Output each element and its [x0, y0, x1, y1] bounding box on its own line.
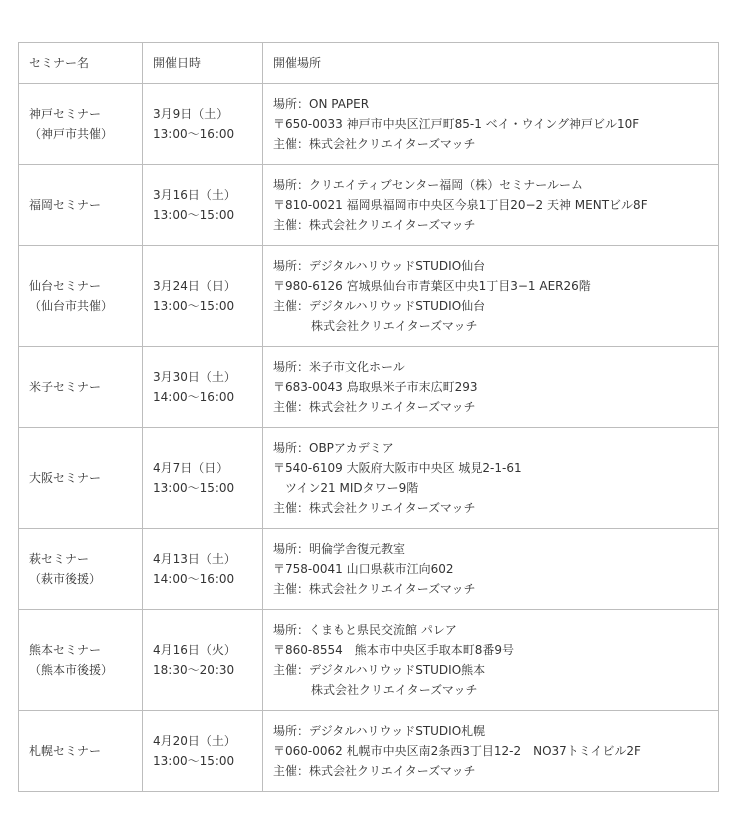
venue-place: 場所：クリエイティブセンター福岡（株）セミナールーム [273, 178, 583, 192]
seminar-date: 3月16日（土） [153, 188, 236, 202]
venue-cell [263, 610, 719, 711]
seminar-time: 13:00〜15:00 [153, 481, 235, 495]
table-row [19, 428, 719, 529]
seminar-cohost: （萩市後援） [29, 572, 102, 586]
seminar-name: 熊本セミナー [29, 643, 102, 657]
seminar-date: 4月7日（日） [153, 461, 229, 475]
seminar-name-cell [19, 246, 143, 347]
venue-organizer: 主催：株式会社クリエイターズマッチ [273, 218, 476, 232]
seminar-time: 14:00〜16:00 [153, 572, 235, 586]
venue-address: 〒758-0041 山口県萩市江向602 [273, 562, 454, 576]
venue-place: 場所：ON PAPER [273, 97, 370, 111]
venue-address: 〒540-6109 大阪府大阪市中央区 城見2-1-61 [273, 461, 522, 475]
venue-organizer: 主催：株式会社クリエイターズマッチ [273, 582, 476, 596]
date-cell [143, 428, 263, 529]
venue-place: 場所：デジタルハリウッドSTUDIO札幌 [273, 724, 486, 738]
venue-address: 〒060-0062 札幌市中央区南2条西3丁目12-2 NO37トミイビル2F [273, 744, 641, 758]
seminar-time: 13:00〜16:00 [153, 127, 235, 141]
date-cell [143, 84, 263, 165]
seminar-name-cell [19, 529, 143, 610]
venue-organizer: 主催：株式会社クリエイターズマッチ [273, 137, 476, 151]
venue-organizer: 主催：株式会社クリエイターズマッチ [273, 764, 476, 778]
venue-cell [263, 529, 719, 610]
seminar-date: 4月20日（土） [153, 734, 236, 748]
venue-address-2: ツイン21 MIDタワー9階 [285, 481, 419, 495]
seminar-name-cell [19, 610, 143, 711]
seminar-name: 札幌セミナー [29, 744, 102, 758]
venue-cell [263, 428, 719, 529]
venue-place: 場所：デジタルハリウッドSTUDIO仙台 [273, 259, 486, 273]
venue-organizer: 主催：デジタルハリウッドSTUDIO仙台 [273, 299, 486, 313]
header-date: 開催日時 [143, 43, 263, 84]
seminar-name: 仙台セミナー [29, 279, 102, 293]
table-row [19, 84, 719, 165]
date-cell [143, 711, 263, 792]
venue-cell [263, 711, 719, 792]
seminar-cohost: （神戸市共催） [29, 127, 114, 141]
date-cell [143, 610, 263, 711]
seminar-time: 13:00〜15:00 [153, 208, 235, 222]
seminar-table-wrapper [18, 42, 718, 792]
table-row [19, 610, 719, 711]
venue-organizer: 主催：株式会社クリエイターズマッチ [273, 501, 476, 515]
seminar-date: 3月9日（土） [153, 107, 229, 121]
venue-address: 〒980-6126 宮城県仙台市青葉区中央1丁目3−1 AER26階 [273, 279, 591, 293]
seminar-cohost: （熊本市後援） [29, 663, 114, 677]
seminar-name: 神戸セミナー [29, 107, 102, 121]
date-cell [143, 165, 263, 246]
venue-cell [263, 84, 719, 165]
venue-organizer: 主催：デジタルハリウッドSTUDIO熊本 [273, 663, 486, 677]
table-row [19, 529, 719, 610]
table-row [19, 165, 719, 246]
seminar-time: 13:00〜15:00 [153, 299, 235, 313]
seminar-schedule-table [18, 42, 719, 792]
table-row [19, 711, 719, 792]
seminar-date: 3月24日（日） [153, 279, 236, 293]
seminar-name: 萩セミナー [29, 552, 90, 566]
date-cell [143, 246, 263, 347]
seminar-name: 福岡セミナー [29, 198, 102, 212]
seminar-date: 4月16日（火） [153, 643, 236, 657]
venue-organizer-2: 株式会社クリエイターズマッチ [311, 683, 478, 697]
seminar-date: 4月13日（土） [153, 552, 236, 566]
seminar-date: 3月30日（土） [153, 370, 236, 384]
venue-organizer: 主催：株式会社クリエイターズマッチ [273, 400, 476, 414]
seminar-time: 18:30〜20:30 [153, 663, 235, 677]
seminar-cohost: （仙台市共催） [29, 299, 114, 313]
venue-place: 場所：くまもと県民交流館 パレア [273, 623, 457, 637]
venue-cell [263, 246, 719, 347]
seminar-name-cell [19, 165, 143, 246]
venue-cell [263, 347, 719, 428]
venue-address: 〒810-0021 福岡県福岡市中央区今泉1丁目20−2 天神 MENTビル8F [273, 198, 648, 212]
seminar-name-cell [19, 347, 143, 428]
venue-place: 場所：米子市文化ホール [273, 360, 405, 374]
seminar-name-cell [19, 711, 143, 792]
table-row [19, 347, 719, 428]
venue-place: 場所：明倫学舎復元教室 [273, 542, 406, 556]
venue-place: 場所：OBPアカデミア [273, 441, 394, 455]
seminar-name: 米子セミナー [29, 380, 102, 394]
venue-cell [263, 165, 719, 246]
date-cell [143, 529, 263, 610]
seminar-name-cell [19, 84, 143, 165]
venue-organizer-2: 株式会社クリエイターズマッチ [311, 319, 478, 333]
date-cell [143, 347, 263, 428]
seminar-time: 13:00〜15:00 [153, 754, 235, 768]
header-venue: 開催場所 [263, 43, 719, 84]
seminar-name-cell [19, 428, 143, 529]
venue-address: 〒683-0043 鳥取県米子市末広町293 [273, 380, 478, 394]
venue-address: 〒860-8554 熊本市中央区手取本町8番9号 [273, 643, 515, 657]
seminar-time: 14:00〜16:00 [153, 390, 235, 404]
seminar-name: 大阪セミナー [29, 471, 102, 485]
header-seminar-name: セミナー名 [19, 43, 143, 84]
table-header-row [19, 43, 719, 84]
table-row [19, 246, 719, 347]
venue-address: 〒650-0033 神戸市中央区江戸町85-1 ベイ・ウイング神戸ビル10F [273, 117, 640, 131]
